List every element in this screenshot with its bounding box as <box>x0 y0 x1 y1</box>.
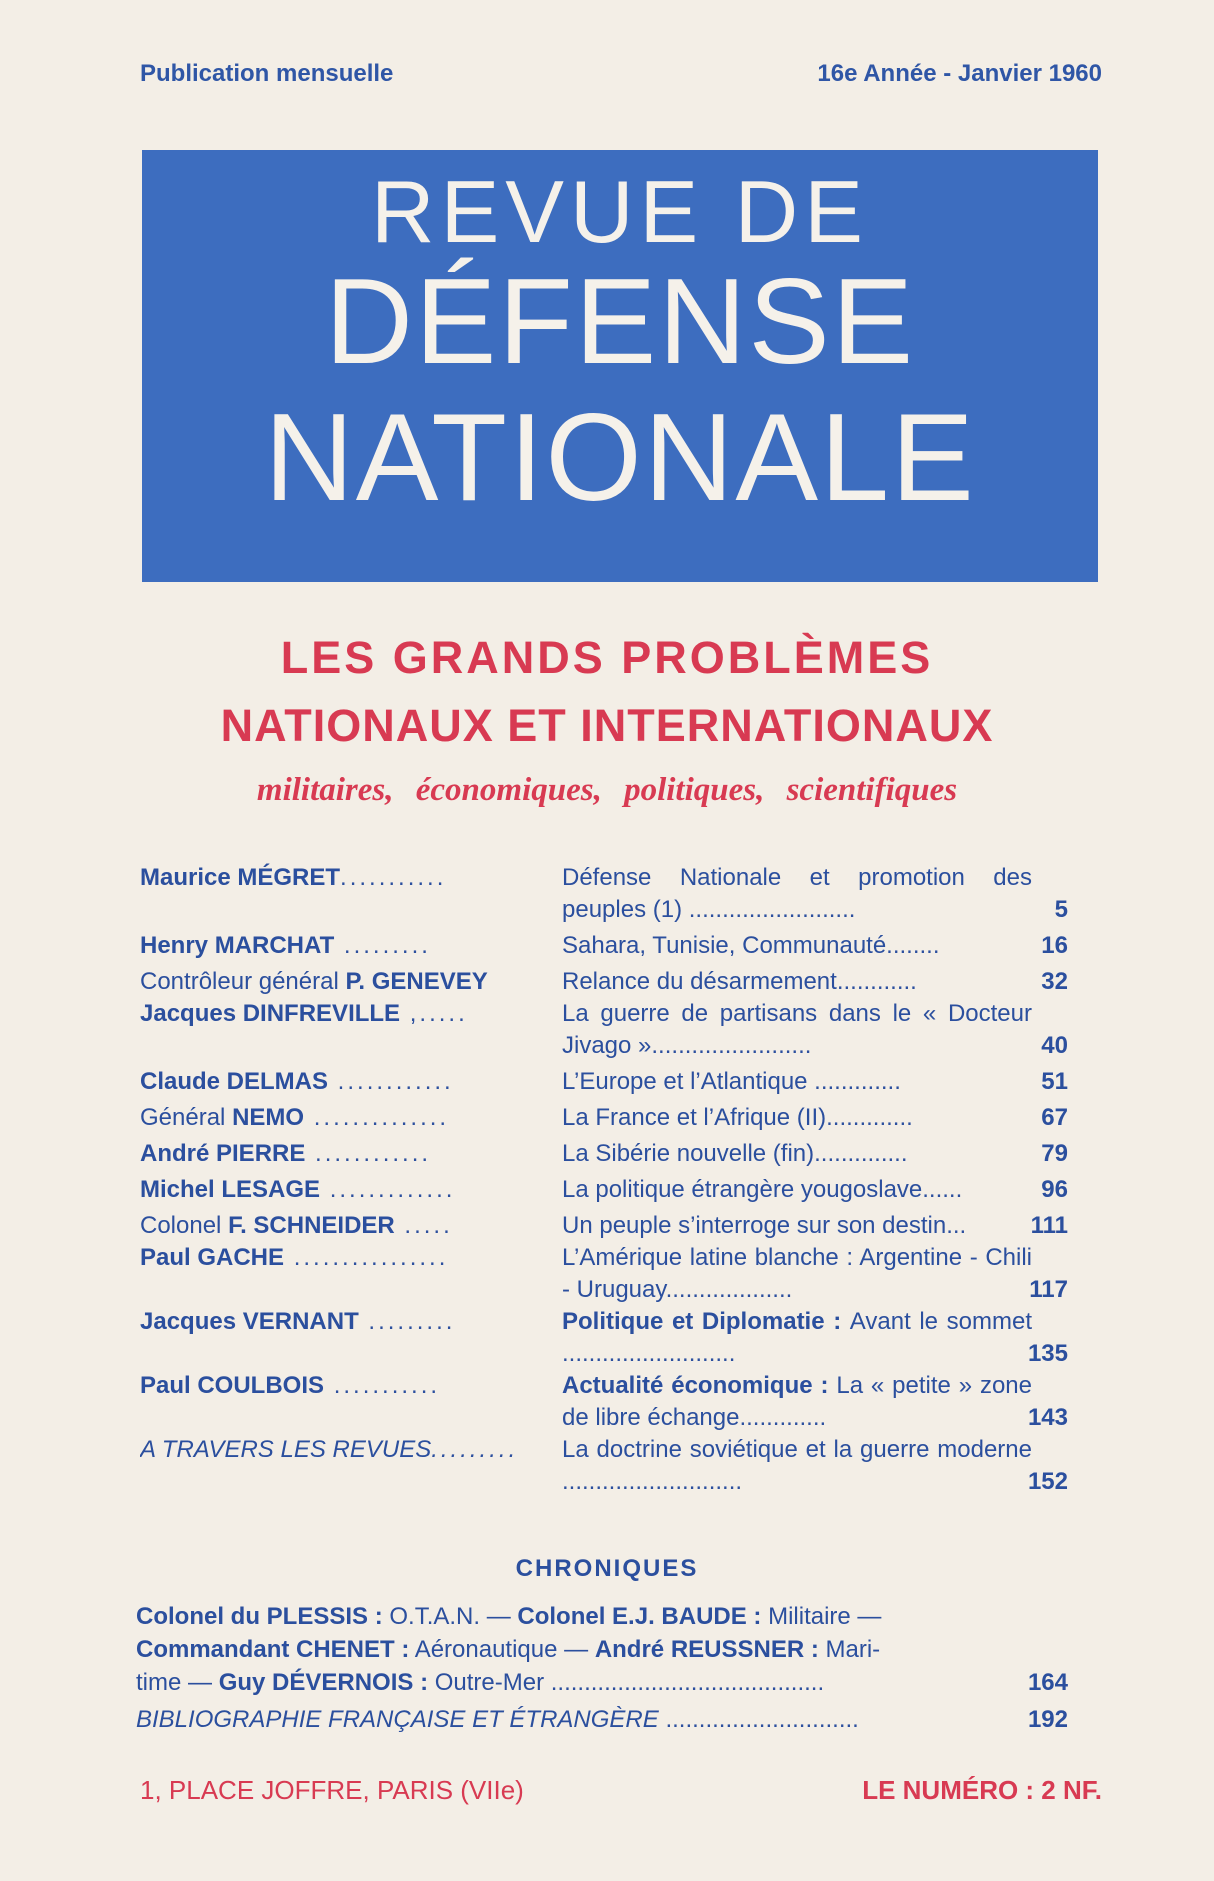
toc-row: Jacques DINFREVILLE ,..... La guerre de partisans dans le « Docteur Jivago »........................ 40 <box>140 998 1068 1062</box>
masthead-line-2: DÉFENSE <box>324 253 916 389</box>
toc-page: 143 <box>1027 1404 1068 1431</box>
chroniques-page: 164 <box>1027 1669 1068 1696</box>
subtitle-line-1: LES GRANDS PROBLÈMES <box>280 632 934 683</box>
bibliography-line: BIBLIOGRAPHIE FRANÇAISE ET ÉTRANGÈRE ............................. 192 <box>136 1703 1068 1736</box>
toc-page: 96 <box>1041 1176 1068 1203</box>
toc-page: 40 <box>1041 1032 1068 1059</box>
toc-row: André PIERRE ............ La Sibérie nouvelle (fin).............. 79 <box>140 1138 1068 1170</box>
toc-author: NEMO <box>232 1104 305 1131</box>
toc-author: Henry MARCHAT <box>140 932 335 959</box>
toc-page: 67 <box>1041 1104 1068 1131</box>
toc-title: L’Europe et l’Atlantique ............. <box>562 1068 901 1095</box>
toc-author: P. GENEVEY <box>345 968 488 995</box>
toc-row: A TRAVERS LES REVUES......... La doctrine soviétique et la guerre moderne ........................... 152 <box>140 1434 1068 1498</box>
chroniques-line-3: time — Guy DÉVERNOIS : Outre-Mer ......................................... 164 <box>136 1666 1068 1699</box>
toc-row: Colonel F. SCHNEIDER ..... Un peuple s’interroge sur son destin... 111 <box>140 1210 1068 1242</box>
toc-title: Défense Nationale et promotion des peuples (1) ......................... <box>562 864 1032 923</box>
toc-title: L’Amérique latine blanche : Argentine - Chili - Uruguay................... <box>562 1244 1032 1303</box>
toc-title: Un peuple s’interroge sur son destin... <box>562 1212 967 1239</box>
toc-author: Jacques VERNANT <box>140 1308 359 1335</box>
masthead-line-1: REVUE DE <box>371 162 869 261</box>
toc-page: 117 <box>1029 1276 1068 1303</box>
toc-title: La politique étrangère yougoslave...... <box>562 1176 963 1203</box>
toc-title: La guerre de partisans dans le « Docteur Jivago »........................ <box>562 1000 1032 1059</box>
subtitle-line-2: NATIONAUX ET INTERNATIONAUX <box>220 700 994 751</box>
masthead <box>142 150 1098 582</box>
chroniques-block <box>136 1600 1068 1736</box>
toc-page: 5 <box>1054 896 1068 923</box>
chroniques-line-1: Colonel du PLESSIS : O.T.A.N. — Colonel E.J. BAUDE : Militaire — <box>136 1603 882 1630</box>
toc-row: Général NEMO .............. La France et l’Afrique (II)............. 67 <box>140 1102 1068 1134</box>
toc-author: Michel LESAGE <box>140 1176 321 1203</box>
toc-row: Paul GACHE ................ L’Amérique latine blanche : Argentine - Chili - Uruguay................... 117 <box>140 1242 1068 1306</box>
toc-author: Claude DELMAS <box>140 1068 329 1095</box>
toc-page: 79 <box>1041 1140 1068 1167</box>
toc-title: Avant le sommet .......................... <box>562 1308 1032 1367</box>
table-of-contents <box>140 862 1068 1498</box>
toc-title: La France et l’Afrique (II)............. <box>562 1104 913 1131</box>
issue-date: 16e Année - Janvier 1960 <box>817 60 1102 87</box>
toc-page: 32 <box>1041 968 1068 995</box>
address: 1, PLACE JOFFRE, PARIS (VIIe) <box>140 1775 524 1805</box>
toc-row: Paul COULBOIS ........... Actualité économique : La « petite » zone de libre échange............. 143 <box>140 1370 1068 1434</box>
toc-row: Henry MARCHAT ......... Sahara, Tunisie, Communauté........ 16 <box>140 930 1068 962</box>
toc-author: Paul GACHE <box>140 1244 285 1271</box>
toc-author: F. SCHNEIDER <box>228 1212 395 1239</box>
chroniques-heading: CHRONIQUES <box>515 1555 699 1582</box>
publication-frequency: Publication mensuelle <box>140 60 394 87</box>
toc-row: Jacques VERNANT ......... Politique et Diplomatie : Avant le sommet .......................... 135 <box>140 1306 1068 1370</box>
toc-row: Maurice MÉGRET........... Défense Nationale et promotion des peuples (1) ......................... 5 <box>140 862 1068 926</box>
toc-row: Contrôleur général P. GENEVEY Relance du désarmement............ 32 <box>140 966 1068 998</box>
toc-page: 152 <box>1027 1468 1068 1495</box>
toc-page: 51 <box>1041 1068 1068 1095</box>
toc-author: Jacques DINFREVILLE <box>140 1000 401 1027</box>
toc-title: La Sibérie nouvelle (fin).............. <box>562 1140 908 1167</box>
toc-page: 111 <box>1030 1212 1068 1239</box>
toc-row: Michel LESAGE ............. La politique étrangère yougoslave...... 96 <box>140 1174 1068 1206</box>
bibliography-page: 192 <box>1027 1706 1068 1733</box>
toc-row: Claude DELMAS ............ L’Europe et l’Atlantique ............. 51 <box>140 1066 1068 1098</box>
toc-author: Paul COULBOIS <box>140 1372 325 1399</box>
toc-title: Relance du désarmement............ <box>562 968 917 995</box>
toc-author: A TRAVERS LES REVUES <box>140 1436 432 1463</box>
toc-author: Maurice MÉGRET <box>140 864 341 891</box>
toc-page: 16 <box>1041 932 1068 959</box>
toc-author: André PIERRE <box>140 1140 306 1167</box>
toc-title: La « petite » zone de libre échange............. <box>562 1372 1032 1431</box>
subtitle-line-3: militaires, économiques, politiques, scientifiques <box>256 772 958 808</box>
price: LE NUMÉRO : 2 NF. <box>862 1775 1102 1805</box>
chroniques-line-2: Commandant CHENET : Aéronautique — André REUSSNER : Mari- <box>136 1636 881 1663</box>
masthead-line-3: NATIONALE <box>264 389 976 527</box>
toc-page: 135 <box>1027 1340 1068 1367</box>
toc-title: La doctrine soviétique et la guerre moderne ........................... <box>562 1436 1032 1495</box>
toc-title: Sahara, Tunisie, Communauté........ <box>562 932 940 959</box>
